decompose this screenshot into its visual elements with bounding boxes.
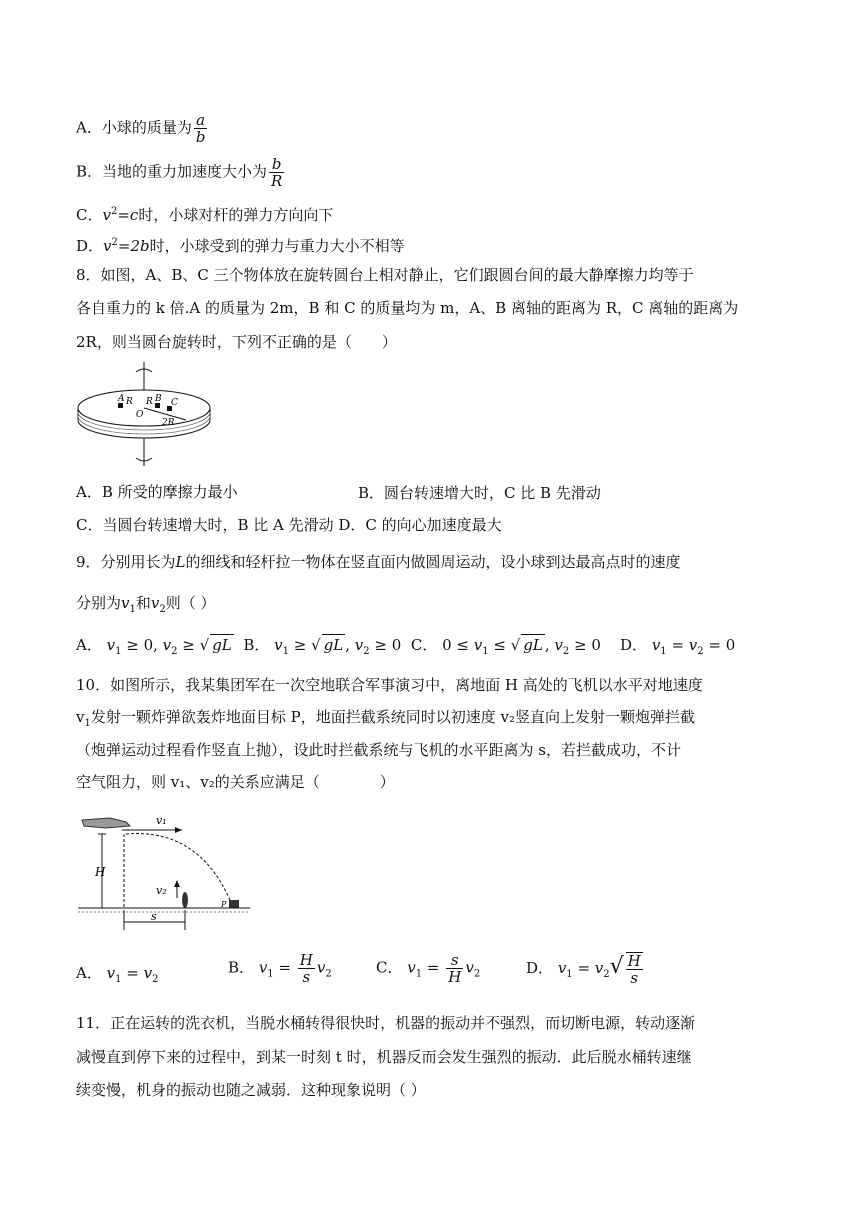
label-h: H bbox=[95, 865, 106, 879]
q8-line-2: 各自重力的 k 倍.A 的质量为 2m，B 和 C 的质量均为 m，A、B 离轴的距离为 R，C 离轴的距离为 bbox=[76, 299, 739, 317]
q8-line-3: 2R，则当圆台旋转时，下列不正确的是（ ） bbox=[76, 333, 397, 351]
q8-option-cd: C．当圆台转速增大时，B 比 A 先滑动 D．C 的向心加速度最大 bbox=[76, 516, 502, 534]
q9-option-c-label: C． bbox=[410, 636, 438, 654]
q10-option-b-label: B． bbox=[228, 958, 255, 977]
label-c: C bbox=[171, 398, 178, 408]
q9-text-e: 则（ ） bbox=[165, 594, 216, 612]
q9-option-a-label: A． bbox=[76, 636, 102, 654]
q9-text-a: 9．分别用长为 bbox=[76, 553, 176, 571]
label-s: s bbox=[151, 910, 157, 923]
q8-option-a: A．B 所受的摩擦力最小 bbox=[76, 483, 238, 501]
label-v2: v₂ bbox=[156, 884, 167, 897]
q8-line-1: 8．如图，A、B、C 三个物体放在旋转圆台上相对静止，它们跟圆台间的最大静摩擦力均等于 bbox=[76, 266, 694, 284]
airplane-icon bbox=[82, 818, 130, 828]
q7-option-b-fraction bbox=[269, 156, 284, 189]
q11-line-3: 续变慢，机身的振动也随之减弱．这种现象说明（ ） bbox=[76, 1081, 426, 1099]
q7-option-d: D．$v^2=2b$时，小球受到的弹力与重力大小不相等 bbox=[76, 237, 405, 255]
label-a: A bbox=[118, 394, 125, 404]
q10-option-d-label: D． bbox=[526, 959, 554, 977]
q10-option-c: C． $v_1$ = $\frac{s}{H}$ $v_2$ bbox=[376, 951, 481, 986]
fraction-numerator: b bbox=[269, 156, 284, 173]
rotating-platform-figure bbox=[74, 362, 214, 466]
interceptor-shell bbox=[182, 892, 188, 908]
q10-option-a: A． $v_1 = v_2$ bbox=[76, 964, 159, 985]
q11-line-2: 减慢直到停下来的过程中，到某一时刻 t 时，机器反而会发生强烈的振动．此后脱水桶转速继 bbox=[76, 1048, 692, 1066]
q8-option-b: B．圆台转速增大时，C 比 B 先滑动 bbox=[358, 484, 601, 502]
q7-option-d-text: 时，小球受到的弹力与重力大小不相等 bbox=[149, 237, 405, 255]
q9-length-symbol: L bbox=[175, 553, 186, 571]
q9-options: A． $v_1 \ge 0$, $v_2$ ≥ √ gL B． $v_1$ ≥ √ gL , $v_2 \ge 0$ C． $0 \le v_1$ ≤ √ gL , $v_2 \ge 0$ D． $v_1 = v_2 = 0$ bbox=[76, 636, 736, 657]
q10-option-a-label: A． bbox=[76, 964, 102, 982]
q10-line-1: 10．如图所示，我某集团军在一次空地联合军事演习中，离地面 H 高处的飞机以水平对地速度 bbox=[76, 676, 703, 694]
q10-option-c-label: C． bbox=[376, 958, 403, 977]
label-p: P bbox=[221, 900, 227, 909]
q10-option-d: D． $v_1 = v_2√$ $\frac{H}{s}$ bbox=[526, 952, 641, 987]
q9-option-b-label: B． bbox=[243, 636, 270, 654]
fraction-denominator: b bbox=[195, 128, 206, 146]
q10-line-2-text: 发射一颗炸弹欲轰炸地面目标 P，地面拦截系统同时以初速度 v₂竖直向上发射一颗炮弹拦截 bbox=[90, 708, 695, 726]
label-v1: v₁ bbox=[156, 814, 167, 827]
q11-line-1: 11．正在运转的洗衣机，当脱水桶转得很快时，机器的振动并不强烈，而切断电源，转动逐渐 bbox=[76, 1014, 696, 1032]
label-2r: 2R bbox=[162, 418, 175, 428]
label-o: O bbox=[136, 410, 144, 420]
q7-option-a-text: A．小球的质量为 bbox=[76, 118, 192, 137]
q7-option-c-text: 时，小球对杆的弹力方向向下 bbox=[138, 206, 334, 224]
q7-option-b-text: B．当地的重力加速度大小为 bbox=[76, 162, 268, 181]
q9-line-2: 分别为$v_1$和$v_2$则（ ） bbox=[76, 594, 216, 615]
fraction-numerator: a bbox=[194, 112, 208, 129]
label-r1: R bbox=[126, 397, 133, 407]
q10-line-3: （炮弹运动过程看作竖直上抛），设此时拦截系统与飞机的水平距离为 s，若拦截成功，不计 bbox=[76, 741, 681, 759]
q7-option-a-fraction bbox=[194, 112, 208, 145]
interception-figure bbox=[78, 808, 250, 932]
target-p bbox=[229, 900, 239, 908]
q9-text-b: 的细线和轻杆拉一物体在竖直面内做圆周运动，设小球到达最高点时的速度 bbox=[185, 553, 681, 571]
q7-option-c: C．$v^2=c$时，小球对杆的弹力方向向下 bbox=[76, 206, 334, 224]
q10-line-4: 空气阻力，则 v₁、v₂的关系应满足（ ） bbox=[76, 773, 395, 791]
q9-text-c: 分别为 bbox=[76, 594, 122, 612]
q9-option-d-label: D． bbox=[620, 636, 648, 654]
label-r2: R bbox=[146, 397, 153, 407]
fraction-denominator: R bbox=[271, 172, 283, 190]
q7-option-b bbox=[76, 156, 286, 189]
q7-option-c-expr: =c bbox=[117, 206, 139, 224]
q9-text-d: 和 bbox=[135, 594, 151, 612]
label-b: B bbox=[155, 394, 162, 404]
q9-line-1 bbox=[76, 552, 681, 572]
q10-option-b: B． $v_1$ = $\frac{H}{s}$ $v_2$ bbox=[228, 951, 332, 986]
q7-option-d-expr: =2b bbox=[117, 237, 150, 255]
q10-line-2: $v_1$发射一颗炸弹欲轰炸地面目标 P，地面拦截系统同时以初速度 v₂竖直向上发射一颗炮弹拦截 bbox=[76, 708, 695, 729]
q7-option-a bbox=[76, 112, 209, 145]
